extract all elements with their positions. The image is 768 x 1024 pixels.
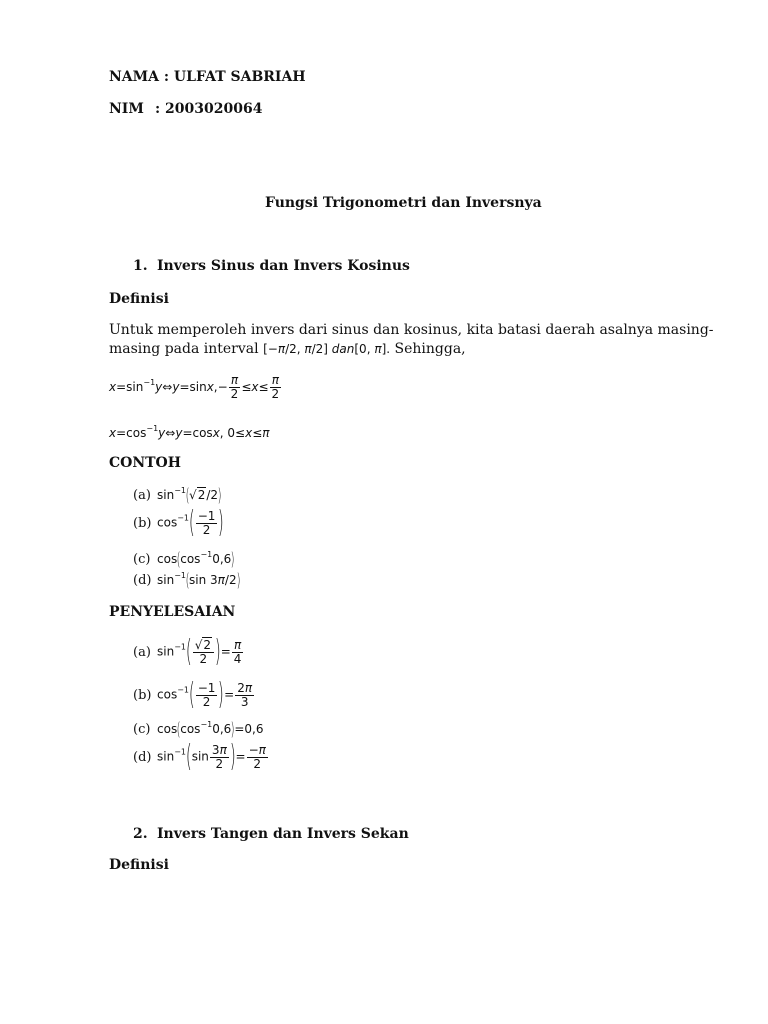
interval-formula: [−π/2, π/2] dan[0, π]. [263,342,391,356]
section2-number: 2. [133,826,148,842]
section1-definition-label: Definisi [109,291,169,307]
paragraph-line2-end: Sehingga, [394,341,466,357]
arccos-definition-formula: $x=\cos^{-1}y\Leftrightarrow y=\cos x$, 0≤x≤π [109,424,270,440]
paragraph-line2-start: masing pada interval [109,341,259,357]
arcsin-definition-formula: $x=\sin^{-1}y\Leftrightarrow y=\sin x,-$ $\frac{\pi}{2}$ ≤x≤ $\frac{\pi}{2}$ [109,373,280,401]
section1-heading: Invers Sinus dan Invers Kosinus [157,258,410,274]
contoh-item-a: (a) $\sin^{-1}(√2/2)$ [133,484,222,506]
section2-heading: Invers Tangen dan Invers Sekan [157,826,409,842]
document-title: Fungsi Trigonometri dan Inversnya [265,195,542,211]
definition-paragraph-line2 [109,341,466,357]
solution-item-b: (b) $\cos^{-1}$( $\frac{-1}{2}$ )= $\frac{2\pi}{3}$ [133,677,253,712]
solution-item-c: (c) $\cos(\cos^{-1}0,6)=0,6$ [133,718,264,740]
contoh-item-c: (c) $\cos(\cos^{-1}0,6)$ [133,548,235,570]
student-nim-label: NIM [109,101,144,117]
solution-item-a: (a) $\sin^{-1}$( $\frac{√2}{2}$ )= $\frac{\pi}{4}$ [133,634,242,669]
student-name: NAMA : ULFAT SABRIAH [109,69,306,85]
contoh-item-d: (d) $\sin^{-1}(\sin$ 3π/2) [133,569,241,591]
contoh-label: CONTOH [109,455,181,471]
section2-definition-label: Definisi [109,857,169,873]
section1-number: 1. [133,258,148,274]
penyelesaian-label: PENYELESAIAN [109,604,236,620]
contoh-item-b: (b) $\cos^{-1}$( $\frac{-1}{2}$ ) [133,505,225,540]
solution-item-d: (d) $\sin^{-1}(\sin$ $\frac{3\pi}{2}$ )= $\frac{-\pi}{2}$ [133,739,266,774]
student-nim-value: : 2003020064 [155,101,263,117]
definition-paragraph-line1: Untuk memperoleh invers dari sinus dan kosinus, kita batasi daerah asalnya masing- [109,322,714,338]
